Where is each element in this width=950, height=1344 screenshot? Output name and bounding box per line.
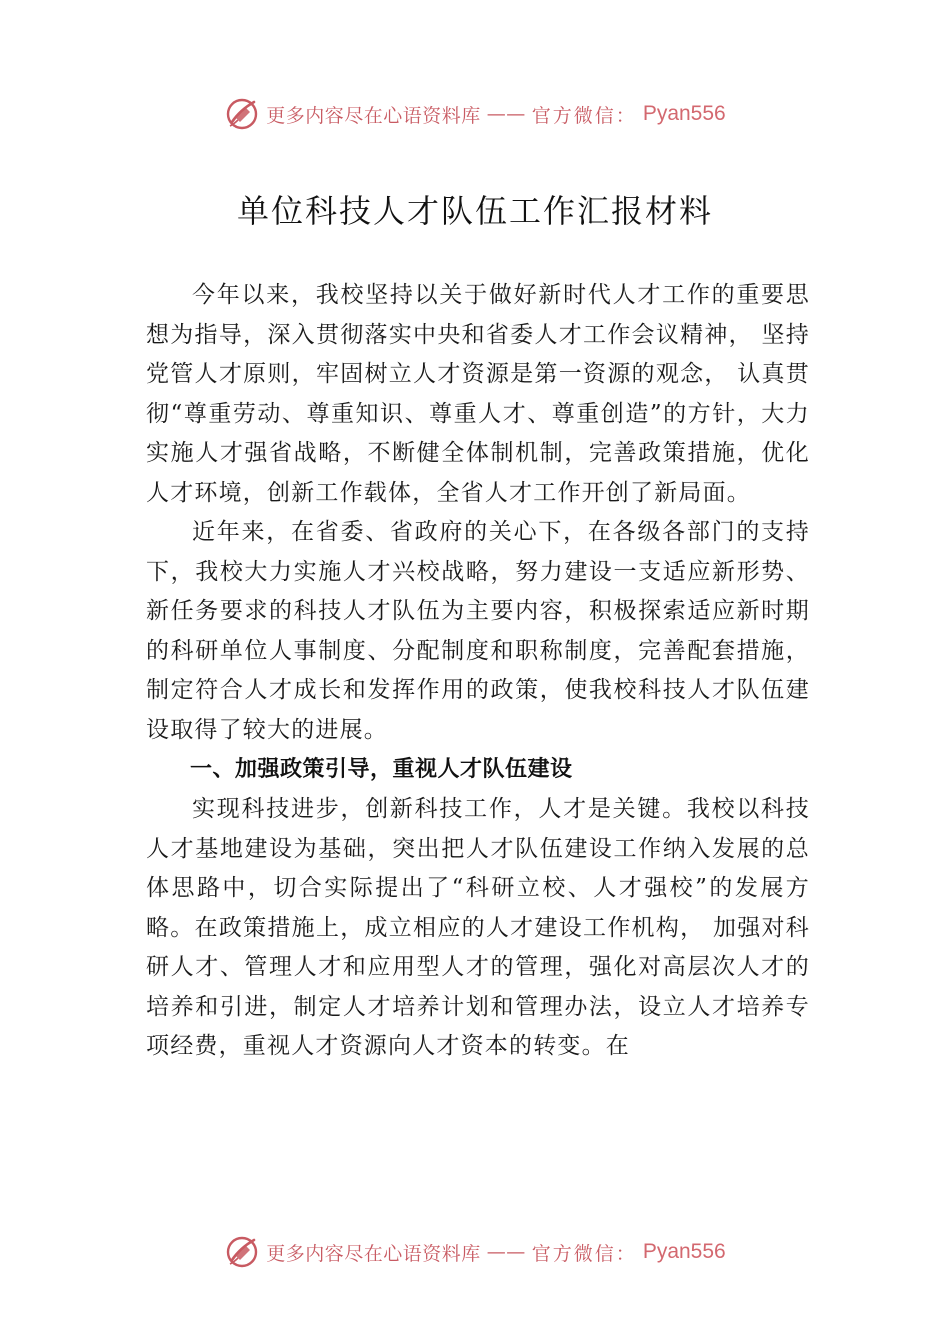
wechat-label: 官方微信： [531,104,637,127]
section-heading: 一、加强政策引导，重视人才队伍建设 [190,757,573,782]
section-paragraph: 实现科技进步，创新科技工作，人才是关键。我校以科技人才基地建设为基础，突出把人才队伍建设工作纳入发展的总体思路中，切合实际提出了“科研立校、人才强校”的发展方略。在政策措施上，成立相应的人才建设工作机构， 加强对科研人才、管理人才和应用型人才的管理，强化对高层次人才的培养和引进，制定人才培养计划和管理办法，设立人才培养专项经费，重视人才资源向人才资本的转变。在 [146,796,810,1059]
wechat-id: Pyan556 [642,102,726,125]
wechat-label: 官方微信： [531,1242,637,1265]
wechat-id: Pyan556 [642,1240,726,1263]
body-paragraph: 今年以来，我校坚持以关于做好新时代人才工作的重要思想为指导，深入贯彻落实中央和省委人才工作会议精神， 坚持党管人才原则，牢固树立人才资源是第一资源的观念， 认真贯彻“尊重劳动、尊重知识、尊重人才、尊重创造”的方针，大力实施人才强省战略，不断健全体制机制，完善政策措施，优化人才环境，创新工作载体，全省人才工作开创了新局面。 [146,282,810,506]
header-watermark-banner [0,94,950,134]
document-title: 单位科技人才队伍工作汇报材料 [236,192,713,230]
footer-watermark-banner [0,1232,950,1272]
document-body [146,276,810,1067]
body-paragraph: 近年来，在省委、省政府的关心下，在各级各部门的支持下，我校大力实施人才兴校战略，努力建设一支适应新形势、新任务要求的科技人才队伍为主要内容，积极探索适应新时期的科研单位人事制度、分配制度和职称制度，完善配套措施，制定符合人才成长和发挥作用的政策，使我校科技人才队伍建设取得了较大的进展。 [146,519,810,743]
promo-dash: —— [486,1241,526,1263]
promo-dash: —— [486,103,526,125]
pen-circle-logo-icon [224,96,260,132]
promo-text: 更多内容尽在心语资料库 [266,104,481,127]
pen-circle-logo-icon [224,1234,260,1270]
promo-text: 更多内容尽在心语资料库 [266,1242,481,1265]
